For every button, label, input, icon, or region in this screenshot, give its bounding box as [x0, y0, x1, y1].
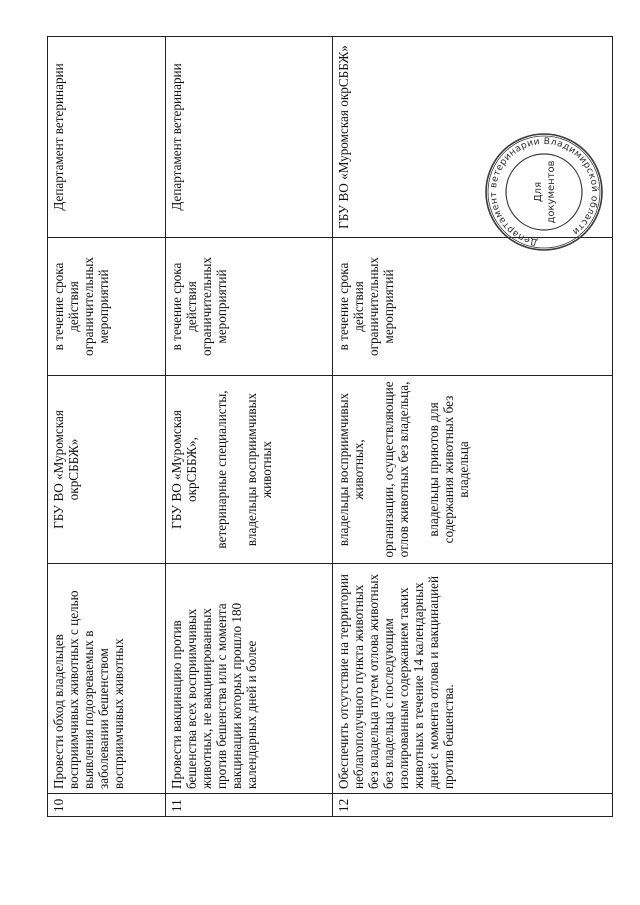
- measure-cell: Провести обход владельцев восприимчивых животных с целью выявления подозреваемых в заболевании бешенством восприимчивых животных: [48, 564, 166, 794]
- control-cell: Департамент ветеринарии: [48, 37, 166, 238]
- executor-cell: [166, 376, 333, 564]
- executor-line: владельцы восприимчивых животных,: [336, 392, 366, 547]
- executor-line: владельцы приютов для содержания животных без владельца: [426, 395, 471, 544]
- table-row: [48, 37, 166, 817]
- row-number: 10: [48, 794, 166, 817]
- stamp-seal: [483, 131, 605, 253]
- term-cell: в течение срока действия ограничительных мероприятий: [166, 238, 333, 376]
- executor-line: владельцы восприимчивых животных: [244, 392, 274, 547]
- row-number: 12: [333, 794, 613, 817]
- control-cell: Департамент ветеринарии: [166, 37, 333, 238]
- svg-text:Департамент ветеринарии Владим: [488, 136, 600, 248]
- stamp-ring-text: Департамент ветеринарии Владимирской области: [487, 135, 601, 248]
- table-row: [166, 37, 333, 817]
- executor-cell: [48, 376, 166, 564]
- executor-line: ветеринарные специалисты,: [214, 390, 229, 549]
- term-cell: в течение срока действия ограничительных мероприятий: [333, 238, 613, 376]
- measure-cell: Провести вакцинацию против бешенства всех восприимчивых животных, не вакцинированных против бешенства или с момента вакцинации которых прошло 180 календарных дней и более: [166, 564, 333, 794]
- term-cell: в течение срока действия ограничительных мероприятий: [48, 238, 166, 376]
- executor-line: ГБУ ВО «Муромская окрСББЖ»: [51, 410, 81, 529]
- row-number: 11: [166, 794, 333, 817]
- stamp-center-line: документов: [546, 160, 557, 224]
- stamp-center-line: Для: [533, 181, 544, 203]
- measure-cell: Обеспечить отсутствие на территории неблагополучного пункта животных без владельца путем отлова животных без владельца с последующим изолированным содержанием таких животных в течение 14 календарных дней с момента отлова и вакцинацией против бешенства.: [333, 564, 613, 794]
- executor-cell: [333, 376, 613, 564]
- executor-line: организации, осуществляющие отлов животных без владельца,: [381, 381, 411, 558]
- control-cell: ГБУ ВО «Муромская окрСББЖ»: [333, 37, 613, 238]
- executor-line: ГБУ ВО «Муромская окрСББЖ»,: [169, 410, 199, 529]
